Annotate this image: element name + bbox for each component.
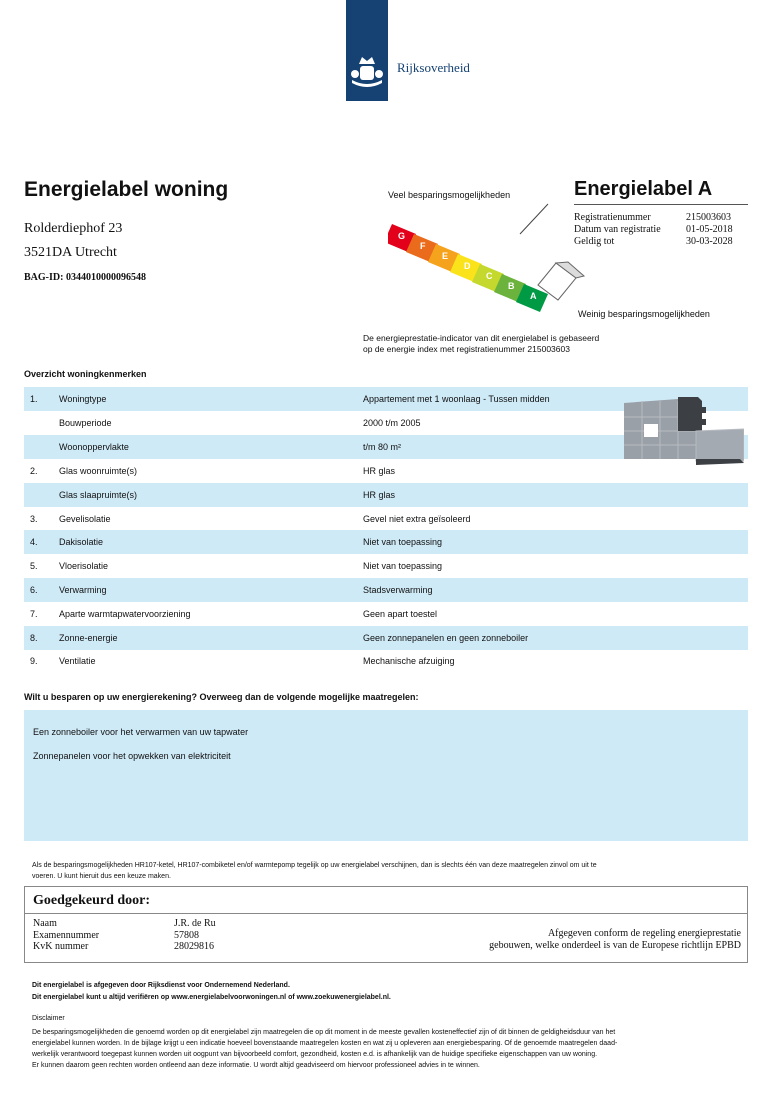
row-key: Vloerisolatie — [59, 561, 109, 571]
indicator-line: op de energie index met registratienummer 215003603 — [363, 344, 570, 354]
row-key: Gevelisolatie — [59, 514, 111, 524]
row-value: Niet van toepassing — [363, 537, 443, 547]
conform-line: gebouwen, welke onderdeel is van de Europese richtlijn EPBD — [489, 940, 741, 951]
row-value: HR glas — [363, 466, 396, 476]
table-row — [24, 602, 748, 626]
approved-divider — [25, 913, 747, 914]
pointer-line — [520, 204, 548, 234]
weinig-label: Weinig besparingsmogelijkheden — [578, 309, 710, 319]
crown-emblem-icon — [346, 0, 388, 101]
reg-value: 30-03-2028 — [686, 236, 733, 247]
row-value: Geen zonnepanelen en geen zonneboiler — [363, 633, 529, 643]
label-letter-f: F — [420, 241, 426, 251]
row-number: 7. — [30, 609, 38, 619]
approved-key: Naam — [33, 918, 57, 929]
row-key: Woningtype — [59, 394, 107, 404]
veel-label: Veel besparingsmogelijkheden — [388, 190, 511, 200]
measures-box — [24, 710, 748, 841]
row-key: Ventilatie — [59, 656, 96, 666]
table-row — [24, 578, 748, 602]
measure-item: Zonnepanelen voor het opwekken van elektriciteit — [33, 751, 231, 761]
label-letter-c: C — [486, 271, 493, 281]
disclaimer-line: Er kunnen daarom geen rechten worden ontleend aan deze informatie. U wordt altijd geadviseerd om hiervoor professioneel advies in te winnen. — [32, 1062, 480, 1069]
row-number: 4. — [30, 537, 38, 547]
indicator-text — [363, 333, 703, 355]
reg-key: Geldig tot — [574, 236, 615, 247]
measure-item: Een zonneboiler voor het verwarmen van uw tapwater — [33, 727, 249, 737]
table-row — [24, 649, 748, 673]
indicator-line: De energieprestatie-indicator van dit energielabel is gebaseerd — [363, 333, 600, 343]
measures-question: Wilt u besparen op uw energierekening? Overweeg dan de volgende mogelijke maatregelen: — [24, 692, 419, 702]
label-letter-a: A — [530, 291, 537, 301]
conform-line: Afgegeven conform de regeling energieprestatie — [547, 928, 741, 939]
table-row — [24, 554, 748, 578]
approved-key: Examennummer — [33, 930, 100, 941]
issued-text — [32, 980, 391, 1004]
bag-id: BAG-ID: 0344010000096548 — [24, 272, 146, 283]
row-value: t/m 80 m² — [363, 442, 402, 452]
issued-line: Dit energielabel is afgegeven door Rijksdienst voor Ondernemend Nederland. — [32, 982, 290, 989]
disclaimer-title: Disclaimer — [32, 1015, 65, 1022]
disclaimer-text — [32, 1027, 732, 1071]
building-icon — [620, 395, 744, 467]
row-value: Mechanische afzuiging — [363, 656, 455, 666]
table-row — [24, 626, 748, 650]
address-city: 3521DA Utrecht — [24, 245, 117, 260]
row-key: Bouwperiode — [59, 418, 112, 428]
approved-value: 57808 — [174, 930, 199, 941]
reg-key: Registratienummer — [574, 212, 651, 223]
row-number: 5. — [30, 561, 38, 571]
row-number: 9. — [30, 656, 38, 666]
overview-title: Overzicht woningkenmerken — [24, 369, 147, 379]
table-row — [24, 483, 748, 507]
approved-key: KvK nummer — [33, 941, 89, 952]
label-letter-b: B — [508, 281, 515, 291]
label-letter-g: G — [398, 231, 406, 241]
note-line: voeren. U kunt hieruit dus een keuze maken. — [32, 873, 171, 880]
row-value: 2000 t/m 2005 — [363, 418, 421, 428]
row-key: Aparte warmtapwatervoorziening — [59, 609, 191, 619]
reg-key: Datum van registratie — [574, 224, 661, 235]
logo-text: Rijksoverheid — [397, 60, 470, 75]
row-number: 3. — [30, 514, 38, 524]
row-number: 8. — [30, 633, 38, 643]
row-value: HR glas — [363, 490, 396, 500]
page-title: Energielabel woning — [24, 178, 229, 201]
disclaimer-line: werkelijk verantwoord toegepast kunnen worden uit oogpunt van bijvoorbeeld comfort, gezondheid, kosten e.d. is afhankelijk van de huidige specifieke eigenschappen van uw woning. — [32, 1051, 598, 1058]
row-number: 1. — [30, 394, 38, 404]
row-value: Stadsverwarming — [363, 585, 433, 595]
row-number: 6. — [30, 585, 38, 595]
label-letter-e: E — [442, 251, 449, 261]
reg-value: 01-05-2018 — [686, 224, 733, 235]
approved-title: Goedgekeurd door: — [33, 893, 151, 908]
row-value: Niet van toepassing — [363, 561, 443, 571]
conform-text — [489, 928, 741, 952]
row-key: Verwarming — [59, 585, 107, 595]
disclaimer-line: energielabel kunnen worden. In de bijlage krijgt u een indicatie hoeveel bovenstaande maatregelen kosten en wat zij u opleveren aan energiebesparing. Of de genoemde maatregelen daad- — [32, 1040, 618, 1047]
label-divider — [574, 204, 748, 205]
row-value: Geen apart toestel — [363, 609, 438, 619]
issued-line: Dit energielabel kunt u altijd verifiëren op www.energielabelvoorwoningen.nl of www.zoekuwenergielabel.nl. — [32, 994, 391, 1001]
measures-note — [32, 860, 722, 882]
reg-value: 215003603 — [686, 212, 731, 223]
note-line: Als de besparingsmogelijkheden HR107-ketel, HR107-combiketel en/of warmtepomp tegelijk op uw energielabel verschijnen, dan is slechts één van deze maatregelen zinvol om uit te — [32, 862, 597, 869]
approved-value: J.R. de Ru — [174, 918, 216, 929]
label-letter-d: D — [464, 261, 471, 271]
row-key: Glas slaapruimte(s) — [59, 490, 138, 500]
row-number: 2. — [30, 466, 38, 476]
disclaimer-line: De besparingsmogelijkheden die genoemd worden op dit energielabel zijn maatregelen die op dit moment in de meeste gevallen kosteneffectief zijn of dit binnen de geldigheidsduur van het — [32, 1029, 616, 1036]
row-key: Woonoppervlakte — [59, 442, 129, 452]
row-value: Gevel niet extra geïsoleerd — [363, 514, 471, 524]
energy-label-title: Energielabel A — [574, 178, 713, 200]
approved-box — [24, 886, 748, 963]
table-row — [24, 530, 748, 554]
row-key: Dakisolatie — [59, 537, 104, 547]
government-logo — [346, 0, 388, 101]
energy-label-scale — [388, 200, 588, 315]
table-row — [24, 507, 748, 531]
row-value: Appartement met 1 woonlaag - Tussen midden — [363, 394, 550, 404]
approved-value: 28029816 — [174, 941, 214, 952]
address-street: Rolderdiephof 23 — [24, 221, 123, 236]
row-key: Zonne-energie — [59, 633, 118, 643]
row-key: Glas woonruimte(s) — [59, 466, 138, 476]
